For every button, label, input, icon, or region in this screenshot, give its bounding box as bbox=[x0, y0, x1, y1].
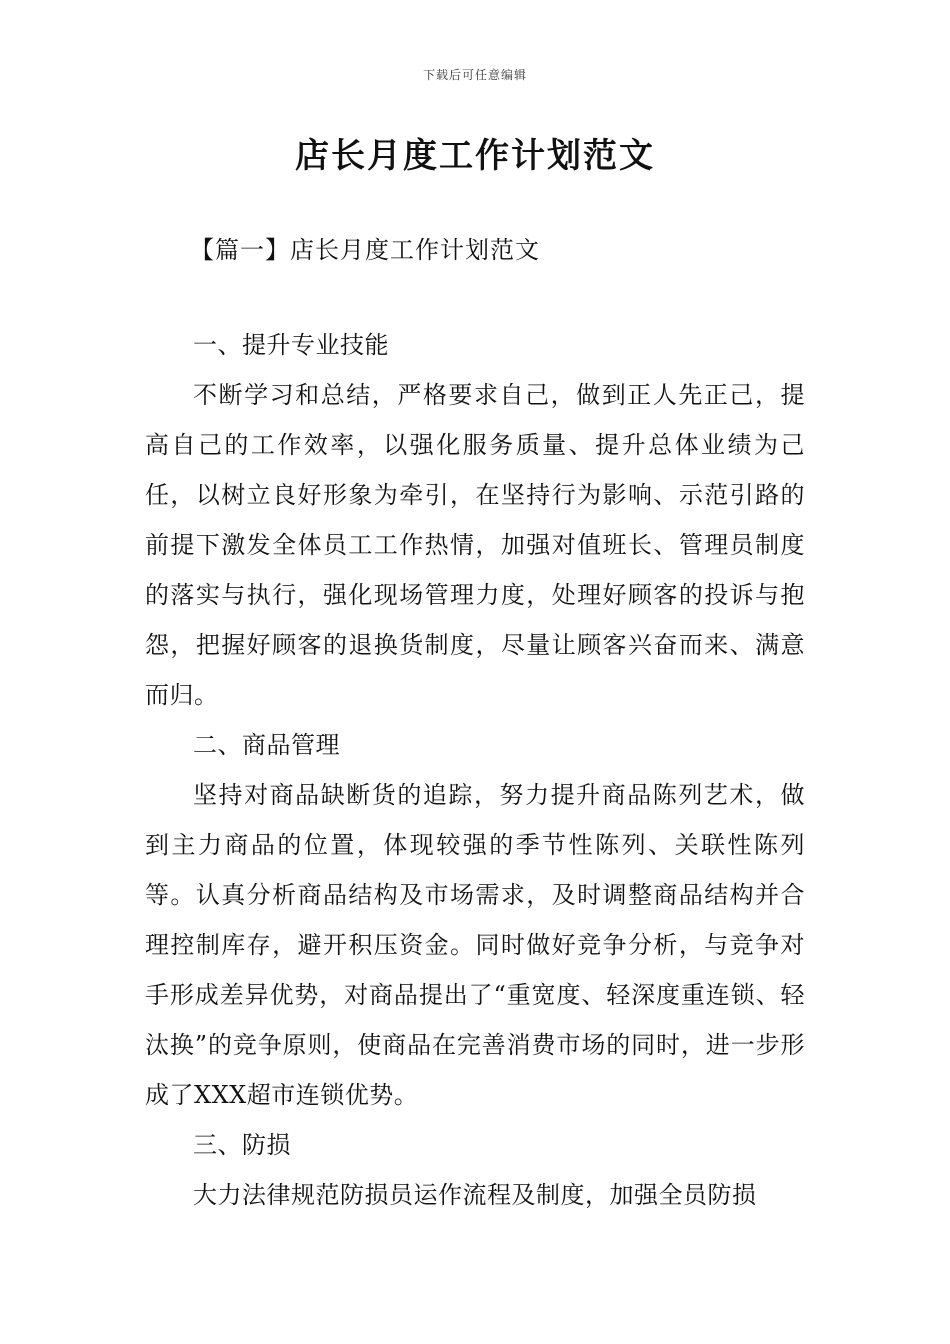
paragraph-3: 大力法律规范防损员运作流程及制度，加强全员防损 bbox=[193, 1181, 757, 1209]
section-heading: 【篇一】店长月度工作计划范文 bbox=[190, 236, 540, 264]
subheading-2: 二、商品管理 bbox=[193, 731, 340, 759]
paragraph-2: 坚持对商品缺断货的追踪，努力提升商品陈列艺术，做到主力商品的位置，体现较强的季节性陈列、关联性陈列等。认真分析商品结构及市场需求，及时调整商品结构并合理控制库存，避开积压资金。同时做好竞争分析，与竞争对手形成差异优势，对商品提出了“重宽度、轻深度重连锁、轻汰换”的竞争原则，使商品在完善消费市场的同时，进一步形成了XXX超市连锁优势。 bbox=[145, 781, 805, 1109]
document-body bbox=[145, 320, 805, 1220]
subheading-3: 三、防损 bbox=[193, 1131, 291, 1159]
subheading-1: 一、提升专业技能 bbox=[193, 331, 389, 359]
header-note: 下载后可任意编辑 bbox=[422, 68, 527, 82]
document-title: 店长月度工作计划范文 bbox=[295, 136, 655, 176]
paragraph-1: 不断学习和总结，严格要求自己，做到正人先正己，提高自己的工作效率，以强化服务质量、提升总体业绩为己任，以树立良好形象为牵引，在坚持行为影响、示范引路的前提下激发全体员工工作热情，加强对值班长、管理员制度的落实与执行，强化现场管理力度，处理好顾客的投诉与抱怨，把握好顾客的退换货制度，尽量让顾客兴奋而来、满意而归。 bbox=[145, 381, 805, 709]
